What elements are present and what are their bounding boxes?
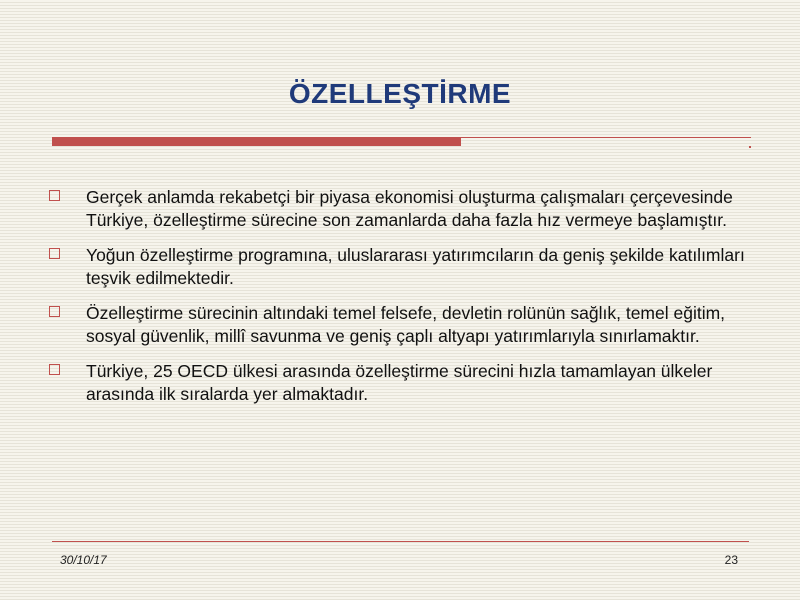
footer-date: 30/10/17: [60, 553, 107, 567]
bullet-text: Yoğun özelleştirme programına, uluslararası yatırımcıların da geniş şekilde katılımları teşvik edilmektedir.: [86, 245, 745, 288]
slide-title: ÖZELLEŞTİRME: [288, 78, 512, 109]
bullet-item: [48, 186, 758, 232]
title-divider-thick: [52, 138, 461, 146]
bullet-item: [48, 360, 758, 406]
bullet-list: [48, 186, 758, 418]
bullet-text: Özelleştirme sürecinin altındaki temel felsefe, devletin rolünün sağlık, temel eğitim, sosyal güvenlik, millî savunma ve geniş çaplı altyapı yatırımlarıyla sınırlamaktır.: [86, 303, 726, 346]
hollow-square-icon: [49, 364, 60, 375]
hollow-square-icon: [49, 306, 60, 317]
bullet-item: [48, 244, 758, 290]
bullet-text: Gerçek anlamda rekabetçi bir piyasa ekonomisi oluşturma çalışmaları çerçevesinde Türkiye, özelleştirme sürecine son zamanlarda daha fazla hız vermeye başlamıştır.: [86, 187, 733, 230]
footer-divider: [52, 541, 749, 542]
hollow-square-icon: [49, 248, 60, 259]
bullet-item: [48, 302, 758, 348]
hollow-square-icon: [49, 190, 60, 201]
bullet-text: Türkiye, 25 OECD ülkesi arasında özelleştirme sürecini hızla tamamlayan ülkeler arasında ilk sıralarda yer almaktadır.: [86, 361, 713, 404]
page-number: 23: [724, 553, 738, 567]
title-divider-tick: [749, 146, 751, 148]
